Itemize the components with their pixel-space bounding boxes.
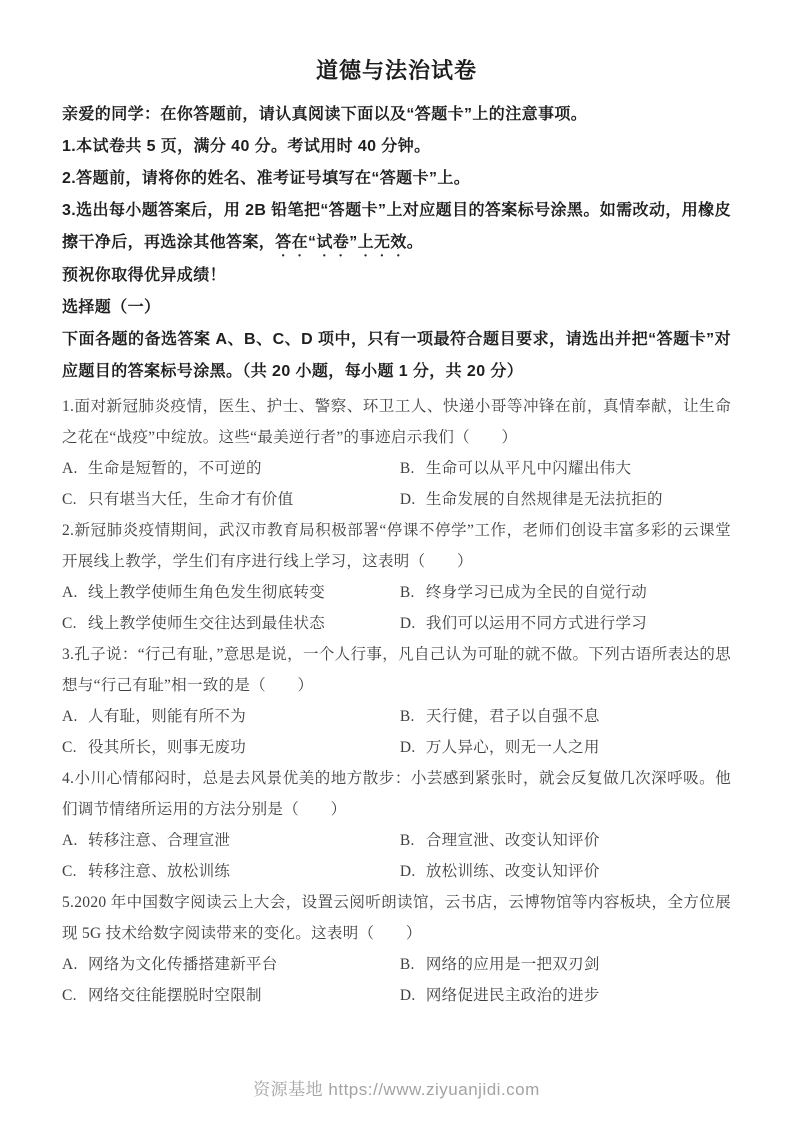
question-2-option-a bbox=[62, 577, 400, 608]
question-2-option-d bbox=[400, 608, 731, 639]
question-5-option-b bbox=[400, 949, 731, 980]
option-text: 网络的应用是一把双刃剑 bbox=[425, 956, 600, 973]
question-2-option-b bbox=[400, 577, 731, 608]
question-1-option-a bbox=[62, 453, 400, 484]
question-2 bbox=[62, 515, 731, 639]
option-text: 人有耻，则能有所不为 bbox=[88, 708, 247, 725]
option-text: 线上教学使师生交往达到最佳状态 bbox=[88, 615, 326, 632]
question-3 bbox=[62, 639, 731, 763]
option-label: B. bbox=[399, 832, 415, 849]
option-label: D. bbox=[399, 987, 416, 1004]
question-5-option-d bbox=[400, 980, 731, 1011]
option-label: A. bbox=[62, 708, 78, 725]
option-text: 网络促进民主政治的进步 bbox=[425, 987, 600, 1004]
question-3-option-a bbox=[62, 701, 400, 732]
paper-title: 道德与法治试卷 bbox=[315, 58, 477, 83]
option-label: C. bbox=[62, 987, 77, 1004]
option-text: 放松训练、改变认知评价 bbox=[425, 863, 600, 880]
question-2-options bbox=[62, 577, 731, 639]
question-4-option-b bbox=[400, 825, 731, 856]
option-label: A. bbox=[62, 460, 78, 477]
question-3-option-b bbox=[400, 701, 731, 732]
option-text: 网络为文化传播搭建新平台 bbox=[88, 956, 278, 973]
option-text: 只有堪当大任，生命才有价值 bbox=[88, 491, 294, 508]
option-label: B. bbox=[399, 460, 415, 477]
option-text: 生命可以从平凡中闪耀出伟大 bbox=[425, 460, 632, 477]
notice-item-2: 2.答题前，请将你的姓名、准考证号填写在“答题卡”上。 bbox=[62, 170, 471, 187]
footer bbox=[0, 1075, 793, 1100]
notice-item-3-main: 3.选出每小题答案后，用 2B 铅笔把“答题卡”上对应题目的答案标号涂黑。如需改动，用橡皮擦干净后，再选涂其他答案， bbox=[62, 202, 731, 251]
option-label: C. bbox=[62, 739, 77, 756]
question-1-option-d bbox=[400, 484, 731, 515]
option-text: 合理宣泄、改变认知评价 bbox=[425, 832, 600, 849]
option-label: D. bbox=[399, 491, 416, 508]
option-label: C. bbox=[62, 615, 77, 632]
option-label: B. bbox=[399, 956, 415, 973]
question-4-option-d bbox=[400, 856, 731, 887]
question-2-option-c bbox=[62, 608, 400, 639]
option-text: 终身学习已成为全民的自觉行动 bbox=[425, 584, 648, 601]
questions-section bbox=[62, 391, 731, 1011]
question-4-stem: 4.小川心情郁闷时，总是去风景优美的地方散步：小芸感到紧张时，就会反复做几次深呼吸。他们调节情绪所运用的方法分别是（ ） bbox=[62, 770, 731, 818]
option-label: C. bbox=[62, 491, 77, 508]
option-text: 生命是短暂的，不可逆的 bbox=[88, 460, 262, 477]
option-text: 役其所长，则事无废功 bbox=[88, 739, 247, 756]
question-4 bbox=[62, 763, 731, 887]
question-5-options bbox=[62, 949, 731, 1011]
option-label: A. bbox=[62, 832, 78, 849]
option-label: D. bbox=[399, 739, 416, 756]
option-label: B. bbox=[399, 708, 415, 725]
notice-item-3-emphasized: 答在“试卷”上无效。 bbox=[275, 234, 424, 251]
question-3-stem: 3.孔子说：“行己有耻，”意思是说，一个人行事，凡自己认为可耻的就不做。下列古语所表达的思想与“行己有耻”相一致的是（ ） bbox=[62, 646, 731, 694]
question-3-options bbox=[62, 701, 731, 763]
question-3-option-d bbox=[400, 732, 731, 763]
option-label: A. bbox=[62, 584, 78, 601]
section-description: 下面各题的备选答案 A、B、C、D 项中，只有一项最符合题目要求，请选出并把“答题卡”对应题目的答案标号涂黑。（共 20 小题，每小题 1 分，共 20 分） bbox=[62, 331, 731, 380]
notices-section bbox=[62, 99, 731, 388]
option-text: 生命发展的自然规律是无法抗拒的 bbox=[425, 491, 663, 508]
notice-item-1: 1.本试卷共 5 页，满分 40 分。考试用时 40 分钟。 bbox=[62, 138, 431, 155]
option-text: 转移注意、合理宣泄 bbox=[88, 832, 231, 849]
footer-watermark-link[interactable]: 资源基地 https://www.ziyuanjidi.com bbox=[253, 1080, 540, 1099]
option-text: 万人异心，则无一人之用 bbox=[425, 739, 600, 756]
question-4-option-c bbox=[62, 856, 400, 887]
option-text: 转移注意、放松训练 bbox=[88, 863, 231, 880]
question-2-stem: 2.新冠肺炎疫情期间，武汉市教育局积极部署“停课不停学”工作，老师们创设丰富多彩的云课堂开展线上教学，学生们有序进行线上学习，这表明（ ） bbox=[62, 522, 731, 570]
question-5-option-a bbox=[62, 949, 400, 980]
option-label: D. bbox=[399, 863, 416, 880]
question-5 bbox=[62, 887, 731, 1011]
option-label: B. bbox=[399, 584, 415, 601]
option-text: 线上教学使师生角色发生彻底转变 bbox=[88, 584, 326, 601]
question-4-option-a bbox=[62, 825, 400, 856]
question-1-options bbox=[62, 453, 731, 515]
question-3-option-c bbox=[62, 732, 400, 763]
notice-item-3 bbox=[62, 195, 731, 260]
option-text: 我们可以运用不同方式进行学习 bbox=[425, 615, 648, 632]
section-title: 选择题（一） bbox=[62, 299, 161, 316]
wish-line: 预祝你取得优异成绩！ bbox=[62, 267, 227, 284]
question-1-option-c bbox=[62, 484, 400, 515]
option-text: 网络交往能摆脱时空限制 bbox=[88, 987, 262, 1004]
question-1-stem: 1.面对新冠肺炎疫情，医生、护士、警察、环卫工人、快递小哥等冲锋在前，真情奉献，让生命之花在“战疫”中绽放。这些“最美逆行者”的事迹启示我们（ ） bbox=[62, 398, 731, 446]
question-5-stem: 5.2020 年中国数字阅读云上大会，设置云阅听朗读馆，云书店，云博物馆等内容板块，全方位展现 5G 技术给数字阅读带来的变化。这表明（ ） bbox=[62, 894, 731, 942]
question-5-option-c bbox=[62, 980, 400, 1011]
question-1-option-b bbox=[400, 453, 731, 484]
option-label: A. bbox=[62, 956, 78, 973]
question-4-options bbox=[62, 825, 731, 887]
option-label: D. bbox=[399, 615, 416, 632]
option-label: C. bbox=[62, 863, 77, 880]
option-text: 天行健，君子以自强不息 bbox=[425, 708, 600, 725]
notice-greeting: 亲爱的同学：在你答题前，请认真阅读下面以及“答题卡”上的注意事项。 bbox=[62, 106, 588, 123]
question-1 bbox=[62, 391, 731, 515]
